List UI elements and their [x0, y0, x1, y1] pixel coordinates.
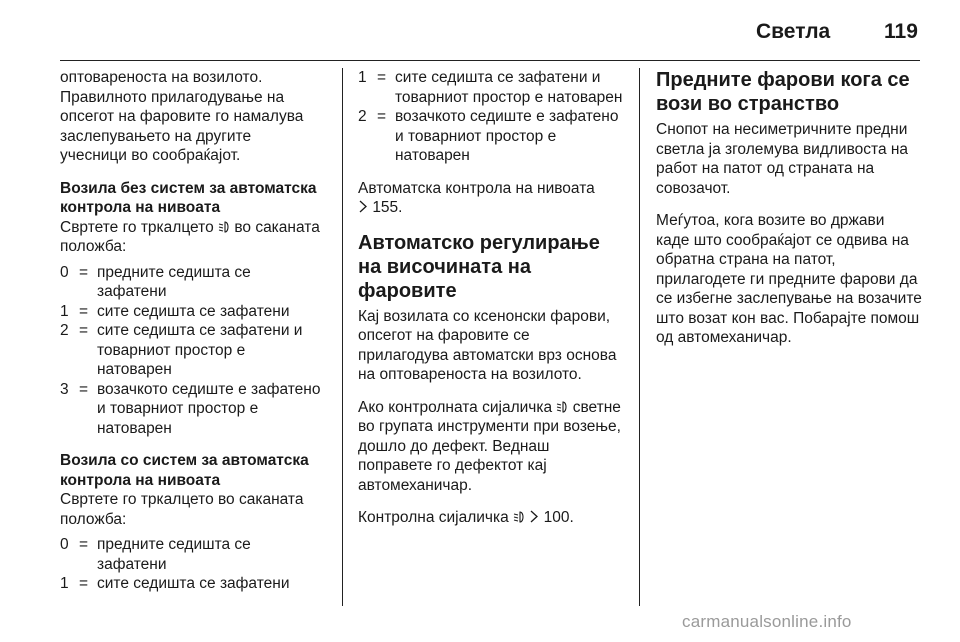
column-divider [639, 68, 640, 606]
header-divider [60, 60, 920, 61]
list-equals: = [79, 536, 89, 553]
page-number: 119 [884, 20, 918, 43]
headlight-range-warning-icon [513, 510, 525, 524]
reference-page: 100. [543, 509, 574, 526]
list-number: 1 [60, 302, 69, 320]
paragraph: Меѓутоа, кога возите во држави каде што сообраќајот се одвива на обратна страна на патот, прилагодете ги предните фарови да се избегне заслепување на возачите што возат кон вас. Побарајте помош од автомеханичар. [656, 212, 922, 346]
section-heading-no-auto-level: Возила без систем за автоматска контрола на нивоата [60, 179, 317, 216]
column-3 [656, 68, 922, 361]
list-text: сите седишта се зафатени и товарниот простор е натоварен [395, 69, 623, 106]
list-text: предните седишта се зафатени [97, 263, 251, 300]
position-list [60, 535, 322, 594]
list-number: 0 [60, 263, 69, 281]
reference-page: 155. [372, 199, 403, 216]
list-text: возачкото седиште е зафатено и товарниот простор е натоварен [97, 380, 321, 437]
headlight-range-warning-icon [556, 400, 568, 414]
reference-text: Автоматска контрола на нивоата [358, 179, 595, 197]
list-number: 2 [60, 322, 69, 339]
paragraph-text: во саканата положба: [60, 218, 320, 255]
list-item [60, 574, 322, 594]
section-heading-auto-level: Возила со систем за автоматска контрола на нивоата [60, 452, 309, 489]
list-text: сите седишта се зафатени [97, 302, 290, 320]
paragraph [358, 508, 624, 528]
list-number: 1 [60, 575, 69, 592]
cross-reference [358, 179, 624, 218]
intro-paragraph: оптовареноста на возилото. Правилното прилагодување на опсегот на фаровите го намалува заслепувањето на другите учесници во сообраќајот. [60, 69, 304, 164]
list-item [60, 535, 322, 574]
list-equals: = [79, 302, 89, 320]
section-heading-abroad: Предните фарови кога се вози во странство [656, 69, 910, 115]
paragraph-text: Ако контролната сијаличка [358, 398, 553, 416]
page-title: Светла [756, 20, 831, 43]
list-equals: = [79, 380, 89, 398]
list-item [358, 68, 624, 107]
column-2 [358, 68, 624, 541]
list-equals: = [79, 263, 89, 281]
list-text: возачкото седиште е зафатено и товарниот простор е натоварен [395, 108, 619, 164]
watermark: carmanualsonline.info [682, 612, 852, 631]
list-equals: = [79, 322, 89, 339]
list-item [358, 107, 624, 166]
paragraph: Кај возилата со ксенонски фарови, опсегот на фаровите се прилагодува автоматски врз основа на оптовареноста на возилото. [358, 307, 617, 383]
position-list [358, 68, 624, 166]
list-text: предните седишта се зафатени [97, 536, 251, 573]
list-text: сите седишта се зафатени [97, 575, 290, 592]
paragraph: Снопот на несиметричните предни светла ја зголемува видливоста на работ на патот од страната на совозачот. [656, 121, 909, 197]
list-number: 3 [60, 380, 69, 398]
list-equals: = [377, 108, 387, 125]
paragraph-text: Контролна сијаличка [358, 509, 509, 526]
paragraph [358, 398, 624, 496]
paragraph-text: Свртете го тркалцето [60, 218, 214, 236]
list-number: 2 [358, 108, 367, 125]
list-item [60, 263, 322, 302]
list-item [60, 380, 322, 439]
paragraph-text: светне во групата инструменти при возење, дошло до дефект. Веднаш поправете го дефектот кај автомеханичар. [358, 398, 621, 494]
headlight-range-icon [218, 220, 230, 234]
list-equals: = [377, 69, 387, 86]
page-reference-arrow-icon [358, 200, 368, 213]
list-text: сите седишта се зафатени и товарниот простор е натоварен [97, 322, 303, 378]
page-header [0, 0, 960, 60]
list-number: 0 [60, 536, 69, 553]
column-1 [60, 68, 322, 607]
position-list [60, 263, 322, 439]
section-heading-auto-headlight: Автоматско регулирање на височината на фаровите [358, 231, 600, 302]
list-number: 1 [358, 69, 367, 86]
section-paragraph [60, 218, 322, 257]
list-equals: = [79, 575, 89, 592]
section-paragraph: Свртете го тркалцето во саканата положба: [60, 491, 304, 528]
page-reference-arrow-icon [529, 510, 539, 523]
list-item [60, 321, 322, 380]
list-item [60, 302, 322, 322]
column-divider [342, 68, 343, 606]
